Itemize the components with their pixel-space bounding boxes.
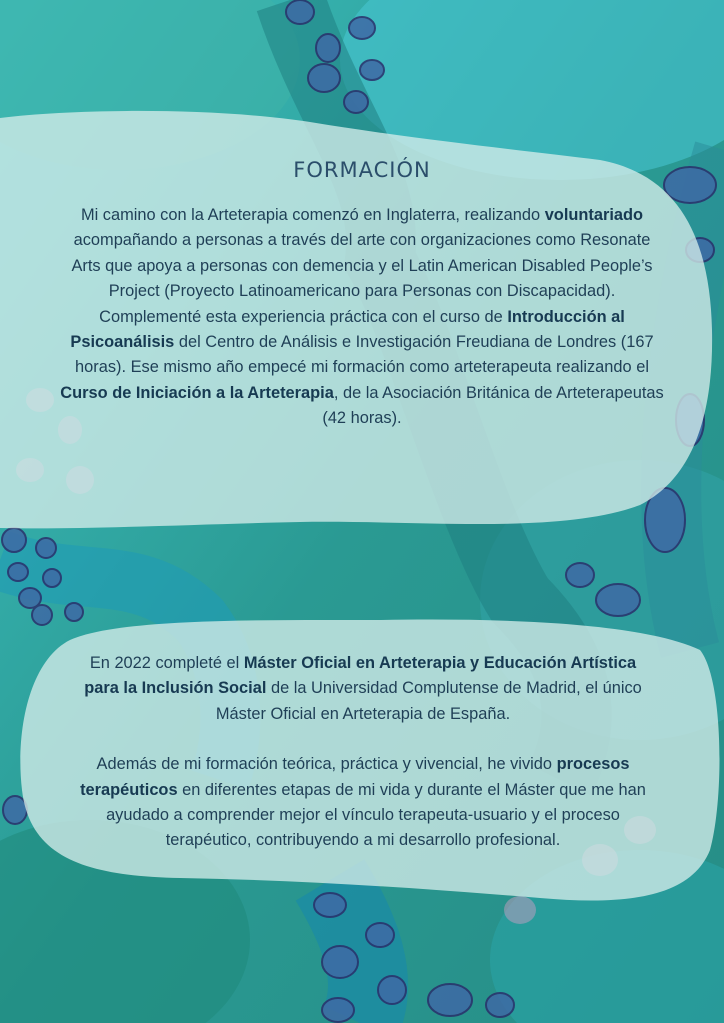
- text: Además de mi formación teórica, práctica y vivencial, he vivido: [96, 755, 557, 774]
- text: , de la Asociación Británica de Arteterapeutas (42 horas).: [322, 383, 664, 428]
- text: de la Universidad Complutense de Madrid, el único Máster Oficial en Arteterapia de España.: [215, 679, 642, 723]
- text: del Centro de Análisis e Investigación Freudiana de Londres (167 horas). Ese mismo año empecé mi formación como arteterapeuta realizando el: [75, 333, 654, 377]
- bold-text: procesos terapéuticos: [80, 755, 630, 799]
- text: Mi camino con la Arteterapia comenzó en Inglaterra, realizando: [80, 206, 541, 224]
- text: acompañando a personas a través del arte con organizaciones como Resonate Arts que apoya a personas con demencia y el Latin American Disabled People’s Project (Proyecto Latinoamericano para Personas con Discapacidad). Complementé esta experiencia práctica con el curso de: [71, 231, 653, 326]
- bold-text: voluntariado: [544, 206, 644, 224]
- bold-text: Máster Oficial en Arteterapia y Educación Artística para la Inclusión Social: [84, 654, 637, 698]
- page-title: FORMACIÓN: [293, 158, 431, 182]
- text: en diferentes etapas de mi vida y durante el Máster que me han ayudado a comprender mejor el vínculo terapeuta-usuario y el proceso terapéutico, contribuyendo a mi desarrollo profesional.: [106, 780, 646, 850]
- text: En 2022 completé el: [89, 654, 244, 672]
- bold-text: Introducción al Psicoanálisis: [70, 307, 625, 352]
- formacion-paragraph-2: [78, 651, 648, 854]
- bold-text: Curso de Iniciación a la Arteterapia: [60, 383, 334, 402]
- formacion-paragraph-1: [60, 203, 664, 432]
